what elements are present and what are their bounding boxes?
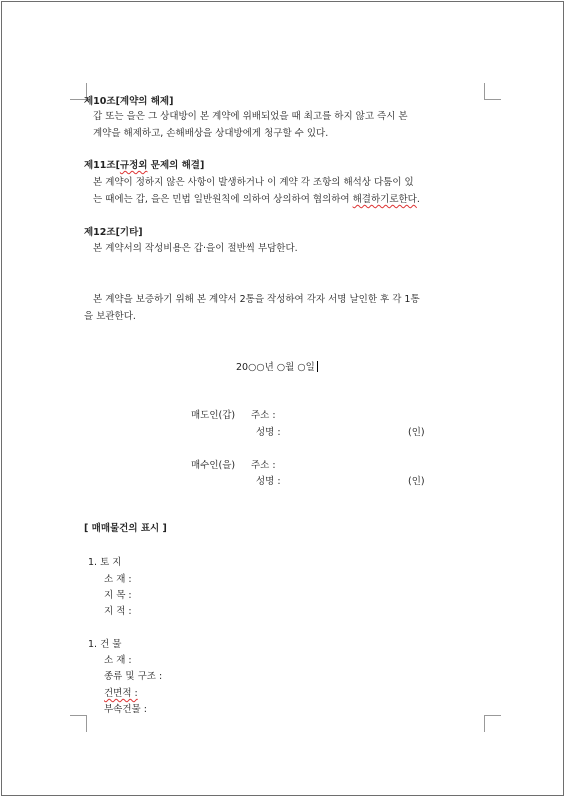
article-11-title: 제11조[규정외 문제의 해결] bbox=[84, 160, 205, 171]
land-category: 지 목 : bbox=[104, 590, 132, 601]
article-12-line-1: 본 계약서의 작성비용은 갑·을이 절반씩 부담한다. bbox=[93, 243, 298, 254]
land-location: 소 재 : bbox=[104, 574, 132, 585]
closing-line-2: 을 보관한다. bbox=[84, 311, 136, 322]
buyer-seal: (인) bbox=[408, 476, 425, 487]
crop-mark-bottom-right bbox=[484, 715, 501, 732]
spellcheck-word: 규정외 bbox=[119, 160, 148, 171]
building-annex: 부속건물 : bbox=[104, 704, 147, 715]
seller-seal: (인) bbox=[408, 427, 425, 438]
article-11-line-2: 는 때에는 갑, 을은 민법 일반원칙에 의하여 상의하여 협의하여 해결하기로한다. bbox=[93, 194, 420, 205]
crop-mark-top-right bbox=[484, 83, 501, 100]
closing-line-1: 본 계약을 보증하기 위해 본 계약서 2통을 작성하여 각자 서명 날인한 후 각 1통 bbox=[93, 294, 420, 305]
seller-name-label: 성명 : bbox=[256, 427, 281, 438]
building-structure: 종류 및 구조 : bbox=[104, 671, 163, 682]
article-12-title: 제12조[기타] bbox=[84, 227, 143, 238]
property-heading: [ 매매물건의 표시 ] bbox=[84, 523, 167, 534]
seller-role: 매도인(갑) bbox=[191, 410, 236, 421]
spellcheck-word: 해결하기로한다 bbox=[352, 194, 417, 205]
building-location: 소 재 : bbox=[104, 655, 132, 666]
spellcheck-word: 건면적 : bbox=[104, 688, 138, 699]
article-11-line-1: 본 계약이 정하지 않은 사항이 발생하거나 이 계약 각 조항의 해석상 다툼이 있 bbox=[93, 177, 414, 188]
building-floor-area bbox=[104, 688, 138, 700]
seller-address-label: 주소 : bbox=[251, 410, 276, 421]
contract-date: 20○○년 ○월 ○일 bbox=[236, 361, 318, 374]
article-10-line-2: 계약을 해제하고, 손해배상을 상대방에게 청구할 수 있다. bbox=[93, 128, 329, 139]
article-10-line-1: 갑 또는 을은 그 상대방이 본 계약에 위배되었을 때 최고를 하지 않고 즉시 본 bbox=[93, 111, 408, 122]
land-heading: 1. 토 지 bbox=[88, 557, 122, 568]
buyer-name-label: 성명 : bbox=[256, 476, 281, 487]
crop-mark-bottom-left bbox=[70, 715, 87, 732]
buyer-address-label: 주소 : bbox=[251, 460, 276, 471]
building-heading: 1. 건 물 bbox=[88, 639, 122, 650]
article-10-title: 제10조[계약의 해제] bbox=[84, 96, 174, 107]
land-area: 지 적 : bbox=[104, 606, 132, 617]
text-cursor bbox=[317, 361, 319, 372]
buyer-role: 매수인(을) bbox=[191, 460, 236, 471]
